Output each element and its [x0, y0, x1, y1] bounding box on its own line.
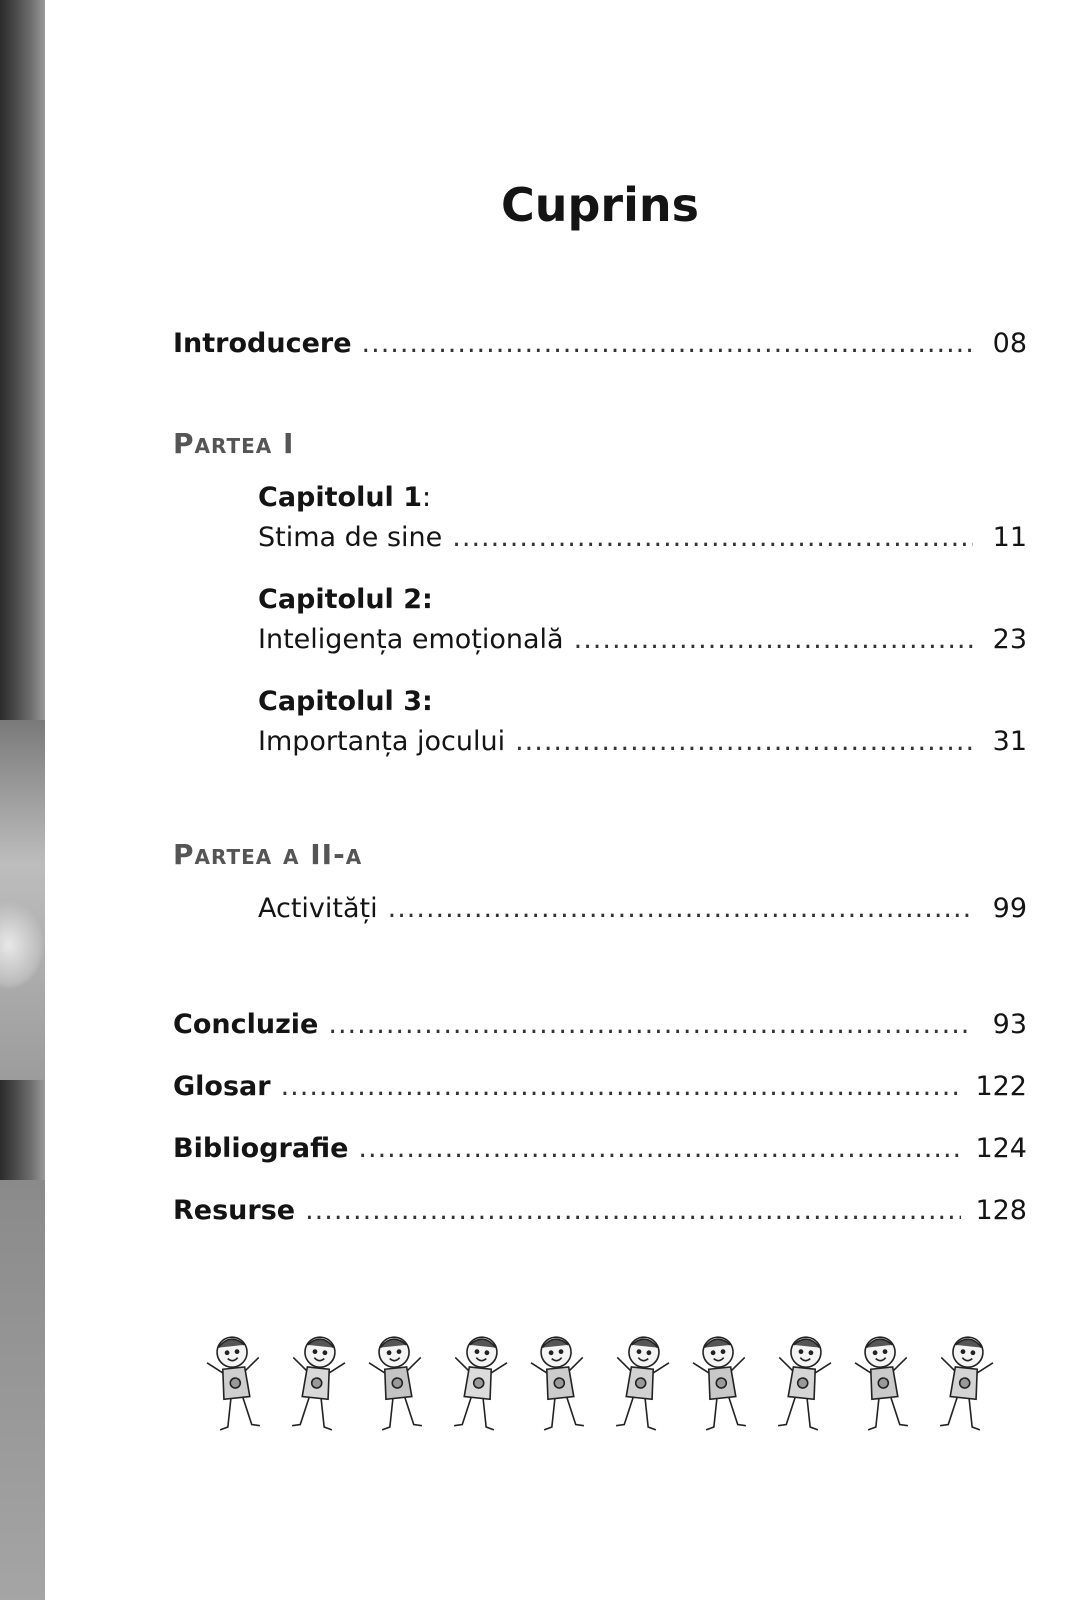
- chapter-1-heading-text: Capitolul 1: [258, 482, 422, 513]
- cover-photo-edge: [0, 0, 45, 1600]
- toc-entry-label: Activități: [258, 893, 378, 924]
- children-dancing-illustration: [195, 1330, 1005, 1440]
- toc-page-number: 128: [975, 1195, 1027, 1226]
- chapter-1-heading: [258, 482, 431, 513]
- toc-entry-stima-de-sine[interactable]: [258, 522, 1027, 553]
- child-figure: [448, 1335, 509, 1431]
- toc-page-number: 99: [992, 893, 1027, 924]
- child-figure: [772, 1335, 833, 1431]
- toc-entry-label: Bibliografie: [173, 1133, 349, 1164]
- toc-page-number: 122: [975, 1071, 1027, 1102]
- toc-page-number: 124: [975, 1133, 1027, 1164]
- toc-entry-label: Inteligența emoțională: [258, 624, 564, 655]
- toc-entry-label: Introducere: [173, 328, 352, 359]
- toc-page-number: 08: [992, 328, 1027, 359]
- toc-page-number: 11: [992, 522, 1027, 553]
- toc-entry-importanta-jocului[interactable]: [258, 726, 1027, 757]
- leader-dots: [515, 726, 973, 757]
- toc-entry-label: Stima de sine: [258, 522, 443, 553]
- toc-entry-label: Resurse: [173, 1195, 296, 1226]
- page-title: Cuprins: [500, 178, 699, 232]
- chapter-2-heading: [258, 584, 433, 615]
- toc-entry-label: Importanța jocului: [258, 726, 506, 757]
- toc-entry-activitati[interactable]: [258, 893, 1027, 924]
- toc-entry-glosar[interactable]: [173, 1071, 1027, 1102]
- toc-page-number: 93: [992, 1009, 1027, 1040]
- chapter-1-colon: :: [422, 482, 432, 513]
- chapter-3-heading-text: Capitolul 3:: [258, 686, 433, 717]
- leader-dots: [281, 1071, 962, 1102]
- toc-entry-resurse[interactable]: [173, 1195, 1027, 1226]
- leader-dots: [305, 1195, 961, 1226]
- chapter-3-heading: [258, 686, 433, 717]
- toc-entry-inteligenta-emotionala[interactable]: [258, 624, 1027, 655]
- photo-shade-lower: [0, 1180, 45, 1600]
- child-figure: [610, 1335, 671, 1431]
- toc-entry-concluzie[interactable]: [173, 1009, 1027, 1040]
- part-2-heading: Partea a II-a: [173, 838, 363, 871]
- child-figure: [529, 1335, 590, 1431]
- leader-dots: [574, 624, 973, 655]
- chapter-2-heading-text: Capitolul 2:: [258, 584, 433, 615]
- child-figure: [205, 1335, 266, 1431]
- leader-dots: [358, 1133, 961, 1164]
- leader-dots: [362, 328, 973, 359]
- child-figure: [853, 1335, 914, 1431]
- toc-entry-bibliografie[interactable]: [173, 1133, 1027, 1164]
- leader-dots: [328, 1009, 973, 1040]
- toc-entry-label: Glosar: [173, 1071, 271, 1102]
- child-figure: [934, 1335, 995, 1431]
- toc-entry-label: Concluzie: [173, 1009, 319, 1040]
- child-figure: [367, 1335, 428, 1431]
- part-1-heading: Partea I: [173, 427, 295, 460]
- leader-dots: [388, 893, 973, 924]
- child-figure: [691, 1335, 752, 1431]
- leader-dots: [452, 522, 973, 553]
- toc-page-number: 23: [992, 624, 1027, 655]
- child-figure: [286, 1335, 347, 1431]
- toc-page-number: 31: [992, 726, 1027, 757]
- toc-entry-introducere[interactable]: [173, 328, 1027, 359]
- photo-highlight: [0, 900, 45, 990]
